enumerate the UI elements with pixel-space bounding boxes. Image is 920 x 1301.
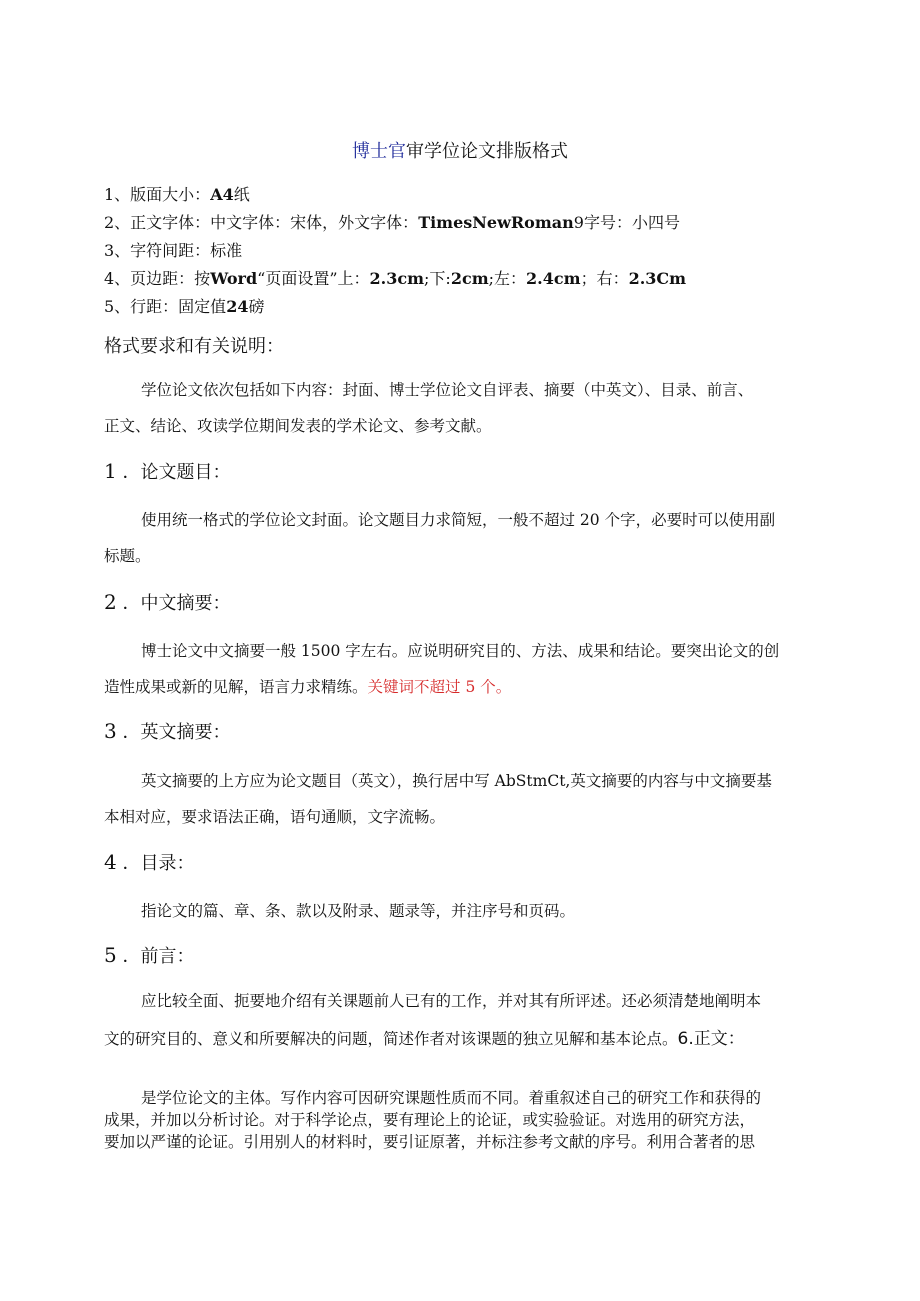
spec-line-1: 1、版面大小：A4纸 bbox=[104, 185, 250, 204]
section-2-line-2: 造性成果或新的见解，语言力求精练。关键词不超过 5 个。 bbox=[104, 678, 512, 696]
section-3-line-2: 本相对应，要求语法正确，语句通顺，文字流畅。 bbox=[104, 808, 446, 826]
section-4-line-1: 指论文的篇、章、条、款以及附录、题录等，并注序号和页码。 bbox=[141, 902, 576, 920]
intro-line-1: 学位论文依次包括如下内容：封面、博士学位论文自评表、摘要（中英文）、目录、前言、 bbox=[141, 381, 754, 399]
section-heading-1: 1 ．论文题目： bbox=[104, 459, 231, 483]
title-part-1: 博士官 bbox=[352, 141, 406, 162]
section-heading-4: 4 ．目录： bbox=[104, 850, 195, 874]
section-2-line-1: 博士论文中文摘要一般 1500 字左右。应说明研究目的、方法、成果和结论。要突出论文的创 bbox=[141, 642, 780, 660]
section-heading-6: 6.正文： bbox=[677, 1029, 745, 1049]
section-heading-2: 2 ．中文摘要： bbox=[104, 590, 231, 614]
section-1-line-1: 使用统一格式的学位论文封面。论文题目力求简短，一般不超过 20 个字，必要时可以使用副 bbox=[141, 511, 776, 529]
body-line-2: 成果，并加以分析讨论。对于科学论点，要有理论上的论证，或实验验证。对选用的研究方法， bbox=[104, 1111, 756, 1129]
section-heading-3: 3 ．英文摘要： bbox=[104, 719, 231, 743]
section-heading-5: 5 ．前言： bbox=[104, 943, 195, 967]
section-3-line-1: 英文摘要的上方应为论文题目（英文），换行居中写 AbStmCt,英文摘要的内容与中文摘要基 bbox=[141, 772, 772, 790]
spec-line-3: 3、字符间距：标准 bbox=[104, 241, 243, 260]
intro-line-2: 正文、结论、攻读学位期间发表的学术论文、参考文献。 bbox=[104, 417, 492, 435]
section-5-line-2: 文的研究目的、意义和所要解决的问题，简述作者对该课题的独立见解和基本论点。6.正文： bbox=[104, 1029, 745, 1049]
section-5-line-1: 应比较全面、扼要地介绍有关课题前人已有的工作，并对其有所评述。还必须清楚地阐明本 bbox=[141, 992, 762, 1010]
title-part-2: 审学位论文排版格式 bbox=[406, 141, 568, 162]
section-1-line-2: 标题。 bbox=[104, 547, 151, 565]
spec-line-2: 2、正文字体：中文字体：宋体，外文字体：TimesNewRoman9字号：小四号 bbox=[104, 213, 680, 232]
format-heading: 格式要求和有关说明： bbox=[104, 336, 284, 357]
spec-line-4: 4、页边距：按Word“页面设置”上：2.3cm;下:2cm;左：2.4cm；右：2.3Cm bbox=[104, 269, 687, 288]
body-line-3: 要加以严谨的论证。引用别人的材料时，要引证原著，并标注参考文献的序号。利用合著者的思 bbox=[104, 1133, 756, 1151]
keywords-note: 关键词不超过 5 个。 bbox=[367, 678, 512, 696]
spec-line-5: 5、行距：固定值24磅 bbox=[104, 297, 265, 316]
page-title bbox=[0, 139, 920, 165]
body-line-1: 是学位论文的主体。写作内容可因研究课题性质而不同。着重叙述自己的研究工作和获得的 bbox=[141, 1089, 762, 1107]
